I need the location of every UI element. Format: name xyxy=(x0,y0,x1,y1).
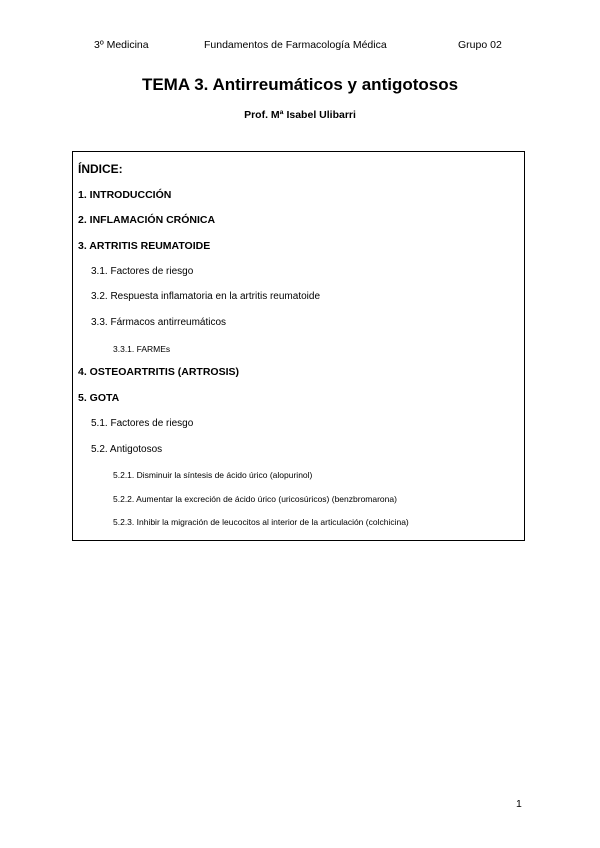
toc-item-gota: 5. GOTA xyxy=(78,392,120,404)
toc-item-inflamacion-cronica: 2. INFLAMACIÓN CRÓNICA xyxy=(78,214,216,226)
toc-item-artritis-reumatoide: 3. ARTRITIS REUMATOIDE xyxy=(78,240,211,252)
document-title: TEMA 3. Antirreumáticos y antigotosos xyxy=(141,75,459,94)
toc-item-farmacos-antirreumaticos: 3.3. Fármacos antirreumáticos xyxy=(91,317,227,328)
table-of-contents xyxy=(72,151,525,541)
toc-item-antigotosos: 5.2. Antigotosos xyxy=(91,444,163,455)
toc-item-disminuir-sintesis: 5.2.1. Disminuir la síntesis de ácido úrico (alopurinol) xyxy=(113,470,313,480)
toc-item-osteoartritis: 4. OSTEOARTRITIS (ARTROSIS) xyxy=(78,366,240,378)
toc-item-introduccion: 1. INTRODUCCIÓN xyxy=(78,189,172,201)
header-subject: Fundamentos de Farmacología Médica xyxy=(204,39,387,51)
toc-item-aumentar-excrecion: 5.2.2. Aumentar la excreción de ácido úrico (uricosúricos) (benzbromarona) xyxy=(113,494,397,504)
toc-item-farmes: 3.3.1. FARMEs xyxy=(113,344,171,354)
toc-heading: ÍNDICE: xyxy=(78,162,123,176)
page-number: 1 xyxy=(516,798,522,810)
toc-item-respuesta-inflamatoria: 3.2. Respuesta inflamatoria en la artritis reumatoide xyxy=(91,291,321,302)
toc-item-factores-riesgo-ar: 3.1. Factores de riesgo xyxy=(91,266,194,277)
document-author: Prof. Mª Isabel Ulibarri xyxy=(244,109,356,121)
header-course: 3º Medicina xyxy=(94,39,149,51)
toc-item-inhibir-migracion: 5.2.3. Inhibir la migración de leucocitos al interior de la articulación (colchicina) xyxy=(113,517,409,527)
toc-item-factores-riesgo-gota: 5.1. Factores de riesgo xyxy=(91,418,194,429)
header-group: Grupo 02 xyxy=(458,39,502,51)
page-header xyxy=(0,38,600,52)
